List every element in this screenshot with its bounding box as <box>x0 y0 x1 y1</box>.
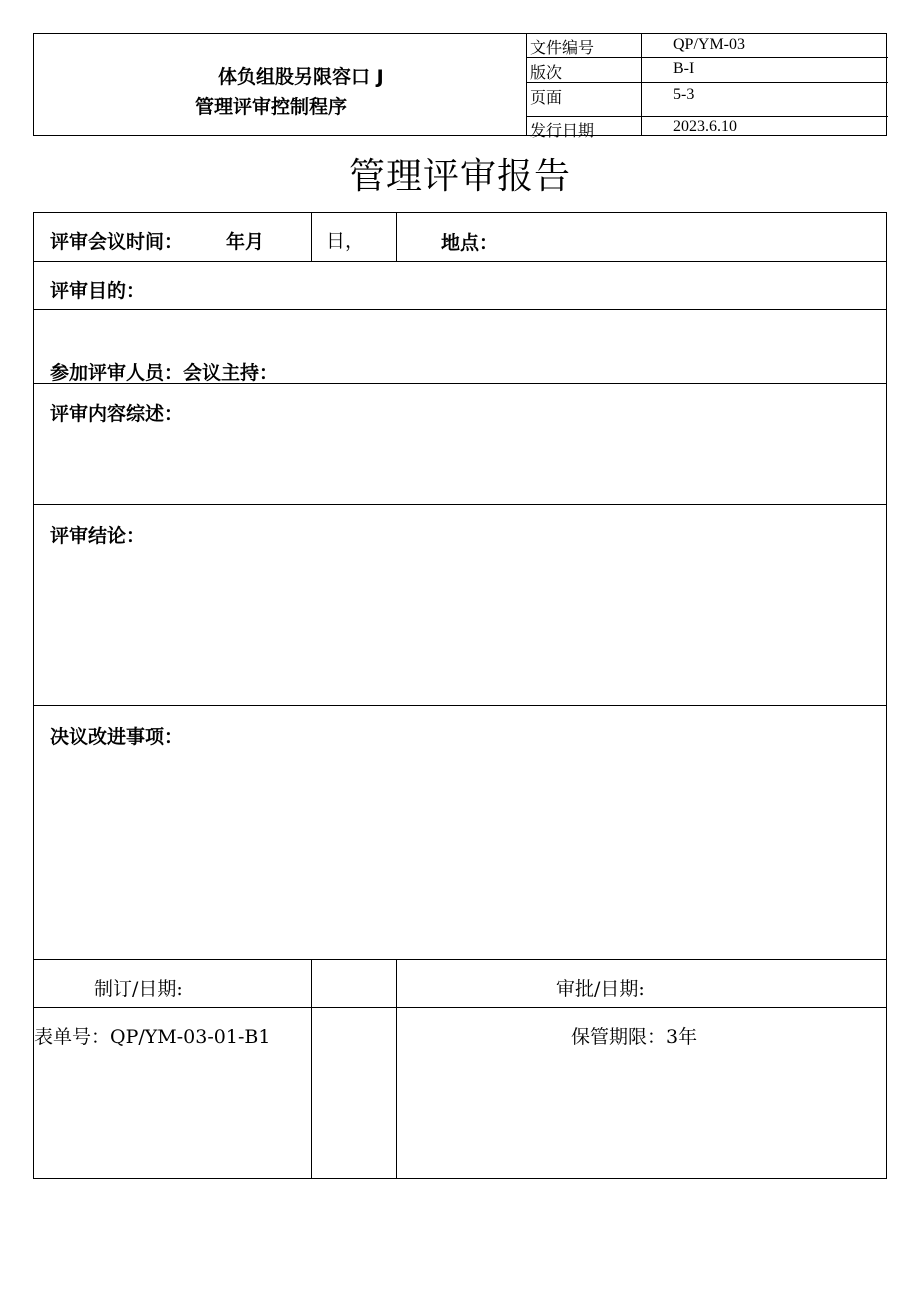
meta-value: QP/YM-03 <box>673 36 746 53</box>
content-summary-label: 评审内容综述： <box>50 403 184 425</box>
day-label: 日， <box>326 230 365 252</box>
document-meta-table <box>526 33 887 140</box>
prepared-date-label: 制订/日期: <box>94 978 183 1000</box>
purpose-label: 评审目的： <box>50 280 146 302</box>
meta-row-version <box>527 58 888 83</box>
approved-date-label: 审批/日期: <box>556 978 645 1000</box>
review-report-form <box>33 212 887 1179</box>
participants-label: 参加评审人员：会议主持： <box>50 362 279 384</box>
meta-row-issue-date <box>527 117 888 140</box>
meta-label: 页面 <box>530 88 563 107</box>
resolution-label: 决议改进事项： <box>50 726 184 748</box>
conclusion-label: 评审结论： <box>50 525 146 547</box>
page-title: 管理评审报告 <box>348 156 571 197</box>
meta-value: 2023.6.10 <box>673 118 737 135</box>
meta-label: 文件编号 <box>530 38 595 57</box>
form-number: 表单号：QP/YM-03-01-B1 <box>34 1026 271 1048</box>
meta-label: 发行日期 <box>530 121 595 140</box>
meta-row-file-no <box>527 33 888 58</box>
retention-period: 保管期限：3年 <box>571 1026 698 1048</box>
company-name: 体负组股另限容口 J <box>218 66 384 88</box>
meta-value: B-I <box>673 60 695 77</box>
meta-label: 版次 <box>530 63 563 82</box>
location-label: 地点： <box>441 232 499 254</box>
review-time-label: 评审会议时间： <box>50 231 184 253</box>
procedure-name: 管理评审控制程序 <box>195 96 348 118</box>
meta-row-page <box>527 83 888 117</box>
year-month-label: 年月 <box>226 231 265 253</box>
meta-value: 5-3 <box>673 86 695 103</box>
